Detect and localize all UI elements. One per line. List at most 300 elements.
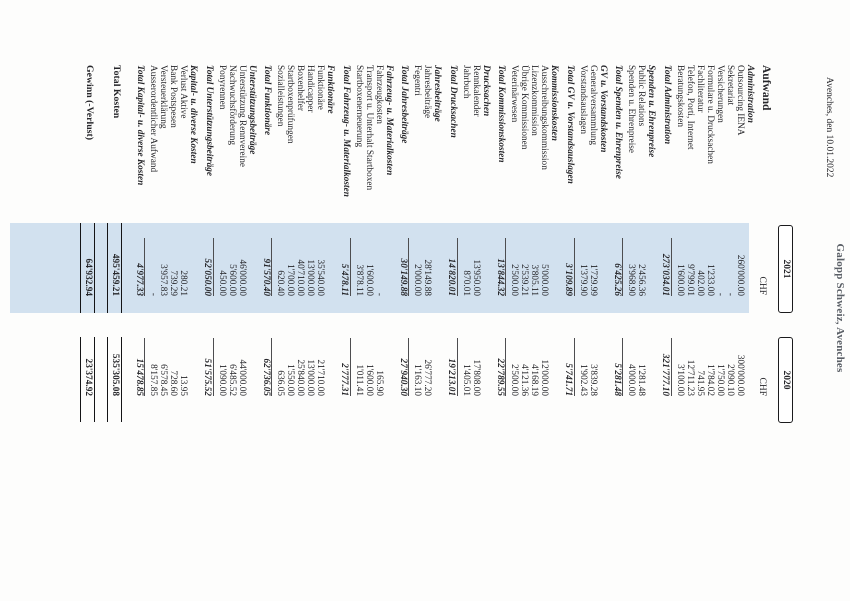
row-label: Total Spenden u. Ehrenpreise [613, 65, 624, 179]
row-value-2021: 260'000.00 [735, 254, 745, 296]
row-label: Telefon, Porti, Internet [685, 65, 695, 150]
row-label: Total Unterstützungsbeiträge [204, 65, 214, 176]
row-label: Ausschreibungskommission [539, 65, 550, 170]
column-gap [759, 313, 772, 337]
table-row [354, 0, 364, 601]
row-value-2021: 495'459.21 [107, 223, 122, 313]
row-value-2020: 1'090.00 [217, 364, 227, 396]
row-value-2020: 741.95 [695, 370, 705, 396]
column-gap [725, 313, 735, 337]
table-row [461, 0, 471, 601]
row-label: Formulare u. Drucksachen [705, 65, 715, 164]
row-label: Fahrzeug- u. Materialkosten [384, 65, 394, 176]
table-row [540, 0, 550, 601]
column-gap [471, 313, 481, 337]
row-label: Outsourcing IENA [735, 65, 745, 136]
table-row [705, 0, 715, 601]
row-value-2020: 4'121.36 [519, 364, 530, 396]
row-label: Total Jahresbeiträge [399, 65, 410, 144]
row-value-2020 [759, 337, 772, 422]
row-value-2021: 402.00 [695, 270, 705, 296]
row-value-2020: 6'578.45 [158, 364, 169, 396]
total-underlined-number: 22'789.55 [495, 338, 507, 396]
table-row [423, 0, 433, 601]
table-row [326, 0, 336, 601]
total-underlined-number: 52'050.00 [203, 238, 215, 296]
row-label: Jahresbeiträge [432, 65, 443, 122]
row-label: Public Relations [636, 65, 647, 127]
row-label: Versicherungen [715, 65, 725, 123]
column-gap [107, 313, 122, 337]
row-value-2021 [203, 223, 215, 313]
column-gap [189, 313, 199, 337]
row-label: Sozialleistungen [275, 65, 286, 127]
column-gap [413, 313, 423, 337]
row-value-2020: 3'839.28 [588, 364, 598, 396]
row-label: Ausserordentlicher Aufwand [148, 65, 159, 173]
row-value-2020: 1'750.00 [715, 364, 725, 396]
row-value-2020: 12'711.23 [685, 359, 695, 396]
row-value-2020 [647, 337, 657, 422]
column-gap [661, 313, 673, 337]
table-row [759, 0, 772, 601]
total-underlined-number: 321'777.10 [661, 338, 673, 396]
row-value-2020: 8'157.85 [148, 364, 159, 396]
row-value-2021: - [725, 292, 735, 296]
total-underlined-number: 13'844.32 [495, 238, 507, 296]
table-row [80, 0, 95, 601]
row-value-2021: 1'600.00 [364, 264, 374, 296]
column-gap [340, 313, 352, 337]
column-gap [735, 313, 745, 337]
table-row [316, 0, 326, 601]
row-value-2020: 1'281.48 [636, 364, 647, 396]
currency-label-2021: CHF [757, 276, 767, 295]
column-gap [530, 313, 540, 337]
row-value-2020: 26'777.20 [422, 359, 433, 396]
row-label: Spenden u. Ehrenpreise [626, 65, 637, 154]
row-value-2020 [247, 337, 257, 422]
row-value-2020 [495, 337, 507, 422]
row-label: Total Funktionäre [262, 65, 273, 136]
row-label: Unterstützung Rennvereine [237, 65, 247, 167]
column-gap [296, 313, 306, 337]
column-gap [326, 313, 336, 337]
total-underlined-number: 273'034.01 [661, 238, 673, 296]
row-value-2020 [203, 337, 215, 422]
row-label: GV u. Vorstandskosten [598, 65, 608, 153]
row-label: Jahrbuch [461, 65, 471, 99]
row-value-2020: 12'000.00 [539, 359, 550, 396]
row-value-2020 [398, 337, 410, 422]
row-value-2021 [661, 223, 673, 313]
row-value-2021: 40'710.00 [295, 259, 306, 296]
row-value-2021 [340, 223, 352, 313]
row-label: Boxenhelfer [295, 65, 306, 111]
row-value-2021: 13'950.00 [471, 259, 481, 296]
row-label: Transport u. Unterhalt Startboxen [364, 65, 374, 191]
row-label: Handicapper [305, 65, 316, 113]
row-value-2021 [647, 223, 657, 313]
row-value-2020: 13.95 [178, 375, 189, 396]
row-value-2020: 25'840.00 [295, 359, 306, 396]
row-label: Rennkalender [471, 65, 481, 117]
row-value-2020 [261, 337, 273, 422]
column-gap [481, 313, 491, 337]
column-gap [675, 313, 685, 337]
row-value-2021 [189, 223, 199, 313]
table-row [217, 0, 227, 601]
row-value-2020: 2'090.10 [725, 364, 735, 396]
currency-label-2020: CHF [757, 377, 767, 396]
row-value-2021: 3'878.11 [354, 264, 364, 296]
row-value-2020: 1'784.02 [705, 364, 715, 396]
row-value-2021: - [715, 292, 725, 296]
column-gap [237, 313, 247, 337]
row-value-2020: 3'100.00 [675, 364, 685, 396]
row-value-2020: 21'710.00 [315, 359, 326, 396]
row-value-2021 [564, 223, 576, 313]
total-underlined-number: 91'570.40 [261, 238, 273, 296]
table-row [745, 0, 755, 601]
total-underlined-number: 27'940.30 [398, 338, 410, 396]
column-gap [540, 313, 550, 337]
table-row [685, 0, 695, 601]
column-gap [316, 313, 326, 337]
table-row [725, 0, 735, 601]
column-gap [306, 313, 316, 337]
row-value-2021 [326, 223, 336, 313]
row-value-2021: 620.40 [275, 270, 286, 296]
row-value-2021 [745, 223, 755, 313]
column-gap [495, 313, 507, 337]
column-gap [685, 313, 695, 337]
row-value-2020 [661, 337, 673, 422]
table-row [578, 0, 588, 601]
total-underlined-number: 5'281.48 [612, 338, 624, 396]
row-value-2020: 1'600.00 [364, 364, 374, 396]
table-row [384, 0, 394, 601]
table-row [715, 0, 725, 601]
row-value-2020 [326, 337, 336, 422]
table-row [510, 0, 520, 601]
column-gap [354, 313, 364, 337]
row-value-2020: 13'000.00 [305, 359, 316, 396]
row-value-2020: 44'000.00 [237, 359, 247, 396]
total-underlined-number: 51'575.52 [203, 338, 215, 396]
table-row [550, 0, 560, 601]
row-value-2020 [612, 337, 624, 422]
row-value-2021 [550, 223, 560, 313]
table-row [413, 0, 423, 601]
row-label: Versteuerklärung [158, 65, 169, 129]
row-label: Spenden u. Ehrenpreise [646, 65, 657, 158]
table-row [447, 0, 459, 601]
row-label: Kommissionskosten [549, 65, 560, 141]
row-value-2021: 1'700.00 [285, 264, 296, 296]
column-gap [705, 313, 715, 337]
row-label: Total GV u. Vorstandsauslagen [565, 65, 575, 184]
table-row [627, 0, 637, 601]
row-label: Total Fahrzeug- u. Materialkosten [341, 65, 351, 197]
table-row [107, 0, 122, 601]
row-label: Total Kosten [111, 65, 122, 119]
column-gap [637, 313, 647, 337]
row-label: Drucksachen [481, 65, 491, 117]
row-value-2021: - [148, 292, 159, 296]
row-value-2020: 1'405.01 [461, 364, 471, 396]
row-label: Total Kapital- u. diverse Kosten [135, 65, 146, 186]
table-row [169, 0, 179, 601]
column-gap [715, 313, 725, 337]
row-value-2020 [550, 337, 560, 422]
table-row [296, 0, 306, 601]
table-row [261, 0, 273, 601]
total-underlined-number: 19'213.01 [447, 338, 459, 396]
row-value-2021: 280.21 [178, 270, 189, 296]
row-label: Generalversammlung [588, 65, 598, 146]
row-value-2021: 46'000.00 [237, 259, 247, 296]
table-row [647, 0, 657, 601]
column-gap [433, 313, 443, 337]
row-value-2020: 4'000.00 [626, 364, 637, 396]
column-gap [612, 313, 624, 337]
year-2020-header-box: 2020 [778, 337, 793, 423]
table-row [495, 0, 507, 601]
row-value-2021: 2'539.21 [519, 264, 530, 296]
total-underlined-number: 4'977.33 [134, 238, 146, 296]
table-row [433, 0, 443, 601]
row-value-2021: 2'500.00 [509, 264, 520, 296]
row-value-2021 [384, 223, 394, 313]
document-footer-date: Avenches, den 10.01.2022 [824, 77, 834, 178]
column-gap [159, 313, 169, 337]
row-label: Fegentri [412, 65, 423, 96]
table-row [149, 0, 159, 601]
row-value-2020 [447, 337, 459, 422]
row-value-2021 [598, 223, 608, 313]
row-label: Vorstandsauslagen [578, 65, 588, 135]
row-value-2021: 5'600.00 [227, 264, 237, 296]
row-label: Übrige Kommissionen [519, 65, 530, 150]
row-label: Funktionäre [315, 65, 326, 110]
row-value-2021 [612, 223, 624, 313]
column-gap [203, 313, 215, 337]
row-value-2021 [261, 223, 273, 313]
row-value-2021 [247, 223, 257, 313]
table-row [675, 0, 685, 601]
column-gap [588, 313, 598, 337]
row-value-2020: 2'500.00 [509, 364, 520, 396]
table-row [374, 0, 384, 601]
total-underlined-number: 6'425.26 [612, 238, 624, 296]
table-row [695, 0, 705, 601]
row-value-2020: 6'485.52 [227, 364, 237, 396]
row-label: Lizenzkommission [529, 65, 540, 136]
table-row [598, 0, 608, 601]
row-label: Fachliteratur [695, 65, 705, 113]
table-row [481, 0, 491, 601]
column-gap [179, 313, 189, 337]
row-value-2020: 535'305.08 [107, 337, 122, 422]
table-row [286, 0, 296, 601]
row-value-2021: 1'729.99 [588, 264, 598, 296]
row-label: Fahrzeugkosten [374, 65, 384, 124]
column-gap [276, 313, 286, 337]
row-value-2020: 1'550.00 [285, 364, 296, 396]
row-value-2021: 9'799.01 [685, 264, 695, 296]
column-gap [217, 313, 227, 337]
table-row [520, 0, 530, 601]
row-value-2021: 450.00 [217, 270, 227, 296]
row-value-2021: 1'379.90 [578, 264, 588, 296]
row-value-2020 [134, 337, 146, 422]
row-value-2021 [481, 223, 491, 313]
row-label: Beratungskosten [675, 65, 685, 127]
total-underlined-number: 14'820.01 [447, 238, 459, 296]
row-value-2021: 3'957.83 [158, 264, 169, 296]
row-value-2020: 165.90 [374, 370, 384, 396]
row-value-2020: 1'902.43 [578, 364, 588, 396]
row-value-2021: 35'540.00 [315, 259, 326, 296]
table-row [530, 0, 540, 601]
table-row [612, 0, 624, 601]
row-value-2021: 64'932.94 [80, 223, 95, 313]
row-label: Aufwand [760, 65, 772, 111]
row-value-2021: 870.01 [461, 270, 471, 296]
row-value-2020 [340, 337, 352, 422]
report-rows [80, 0, 772, 601]
row-value-2021: 13'000.00 [305, 259, 316, 296]
table-row [203, 0, 215, 601]
total-underlined-number: 62'736.05 [261, 338, 273, 396]
table-row [364, 0, 374, 601]
table-row [134, 0, 146, 601]
row-value-2020: 300'000.00 [735, 354, 745, 396]
year-2021-header-box: 2021 [778, 225, 793, 313]
total-underlined-number: 5'741.71 [564, 338, 576, 396]
column-gap [261, 313, 273, 337]
table-row [189, 0, 199, 601]
row-value-2020: 4'168.19 [529, 364, 540, 396]
column-gap [510, 313, 520, 337]
table-row [661, 0, 673, 601]
row-label: Nachwuchsförderung [227, 65, 237, 146]
row-label: Bank Postspesen [168, 65, 179, 128]
row-label: Unterstützungsbeiträge [247, 65, 257, 155]
column-gap [627, 313, 637, 337]
column-gap [374, 313, 384, 337]
column-gap [80, 313, 95, 337]
column-gap [447, 313, 459, 337]
column-gap [169, 313, 179, 337]
total-underlined-number: 5'478.11 [340, 238, 352, 296]
table-row [564, 0, 576, 601]
row-label: Verlust Aktive [178, 65, 189, 119]
row-value-2021: 3'968.90 [626, 264, 637, 296]
row-value-2021: 28'149.88 [422, 259, 433, 296]
table-row [179, 0, 189, 601]
row-value-2021: 1'600.00 [675, 264, 685, 296]
row-value-2020 [189, 337, 199, 422]
document-title: Galopp Schweiz, Avenches [834, 243, 846, 373]
column-gap [364, 313, 374, 337]
row-label: Funktionäre [325, 65, 336, 114]
column-gap [564, 313, 576, 337]
row-value-2021: 3'805.11 [529, 264, 540, 296]
row-value-2020: 1'011.41 [354, 364, 364, 396]
row-label: Administration [745, 65, 755, 123]
row-label: Sekretariat [725, 65, 735, 106]
column-gap [745, 313, 755, 337]
row-value-2020 [481, 337, 491, 422]
row-value-2020 [384, 337, 394, 422]
column-gap [598, 313, 608, 337]
table-row [159, 0, 169, 601]
row-value-2021 [433, 223, 443, 313]
column-gap [227, 313, 237, 337]
table-row [237, 0, 247, 601]
row-value-2021: - [374, 292, 384, 296]
column-gap [520, 313, 530, 337]
total-underlined-number: 15'478.85 [134, 338, 146, 396]
row-label: Startboxenprüfungen [285, 65, 296, 144]
column-gap [398, 313, 410, 337]
column-gap [384, 313, 394, 337]
column-gap [247, 313, 257, 337]
row-value-2021: 1'233.00 [705, 264, 715, 296]
table-row [398, 0, 410, 601]
row-label: Startboxenerneuerung [354, 65, 364, 148]
total-underlined-number: 2'777.31 [340, 338, 352, 396]
column-gap [149, 313, 159, 337]
column-gap [647, 313, 657, 337]
column-gap [578, 313, 588, 337]
row-value-2020: 17'808.00 [471, 359, 481, 396]
row-label: Total Kommissionskosten [496, 65, 507, 163]
row-value-2020: 728.60 [168, 370, 179, 396]
column-gap [134, 313, 146, 337]
row-value-2020 [433, 337, 443, 422]
row-value-2020 [745, 337, 755, 422]
row-value-2021: 5'000.00 [539, 264, 550, 296]
row-value-2020: 23'374.92 [80, 337, 95, 422]
table-row [340, 0, 352, 601]
total-underlined-number: 3'109.89 [564, 238, 576, 296]
total-underlined-number: 30'149.88 [398, 238, 410, 296]
row-value-2020 [564, 337, 576, 422]
row-value-2021: 2'000.00 [412, 264, 423, 296]
row-label: Total Drucksachen [448, 65, 458, 138]
table-row [276, 0, 286, 601]
row-value-2020 [598, 337, 608, 422]
table-row [227, 0, 237, 601]
row-label: Ponyrennen [217, 65, 227, 110]
row-value-2021: 2'456.36 [636, 264, 647, 296]
table-row [247, 0, 257, 601]
column-gap [695, 313, 705, 337]
table-row [588, 0, 598, 601]
table-row [471, 0, 481, 601]
table-row [306, 0, 316, 601]
row-value-2020: 1'163.10 [412, 364, 423, 396]
column-gap [461, 313, 471, 337]
column-gap [286, 313, 296, 337]
row-value-2021 [759, 223, 772, 313]
table-row [735, 0, 745, 601]
row-value-2021 [398, 223, 410, 313]
column-gap [550, 313, 560, 337]
